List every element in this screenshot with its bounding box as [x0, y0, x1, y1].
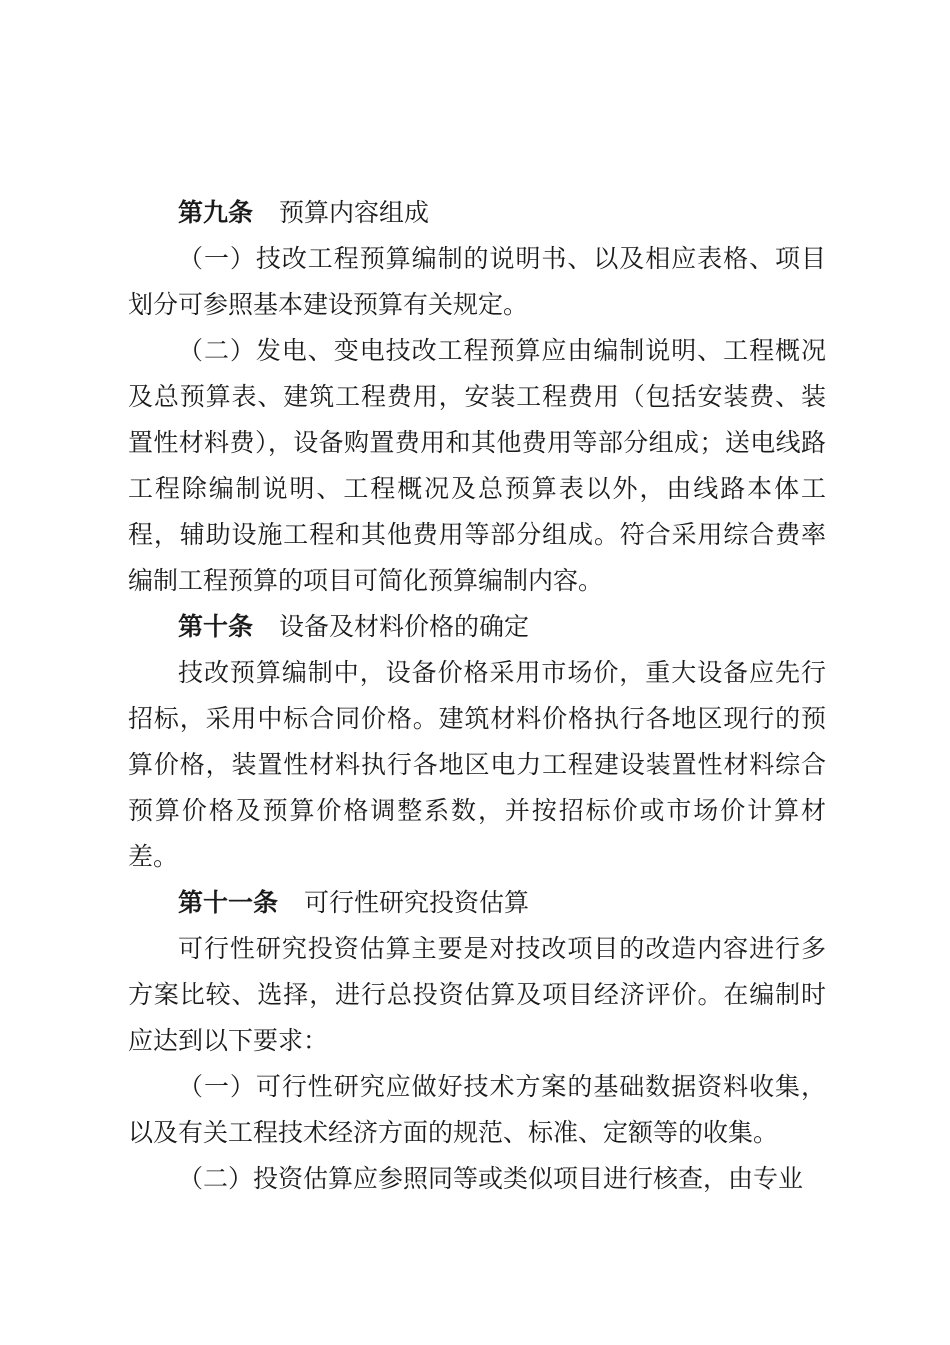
article-9-paragraph-1: （一）技改工程预算编制的说明书、以及相应表格、项目划分可参照基本建设预算有关规定。 — [128, 244, 826, 319]
article-9-title: 预算内容组成 — [279, 198, 430, 227]
article-10-label: 第十条 — [178, 612, 254, 641]
article-11-item-2: （二）投资估算应参照同等或类似项目进行核查，由专业 — [178, 1164, 804, 1193]
article-11-item-1: （一）可行性研究应做好技术方案的基础数据资料收集，以及有关工程技术经济方面的规范、标准、定额等的收集。 — [128, 1072, 826, 1147]
article-9-heading — [128, 190, 826, 236]
article-11-title: 可行性研究投资估算 — [304, 888, 530, 917]
article-11-heading — [128, 880, 826, 926]
document-page — [128, 190, 826, 1202]
article-9-paragraph-2: （二）发电、变电技改工程预算应由编制说明、工程概况及总预算表、建筑工程费用，安装工程费用（包括安装费、装置性材料费），设备购置费用和其他费用等部分组成；送电线路工程除编制说明、工程概况及总预算表以外，由线路本体工程，辅助设施工程和其他费用等部分组成。符合采用综合费率编制工程预算的项目可简化预算编制内容。 — [128, 336, 826, 595]
article-10-title: 设备及材料价格的确定 — [279, 612, 530, 641]
article-11-label: 第十一条 — [178, 888, 279, 917]
article-11-intro-paragraph: 可行性研究投资估算主要是对技改项目的改造内容进行多方案比较、选择，进行总投资估算及项目经济评价。在编制时应达到以下要求： — [128, 934, 826, 1055]
article-10-paragraph: 技改预算编制中，设备价格采用市场价，重大设备应先行招标，采用中标合同价格。建筑材料价格执行各地区现行的预算价格，装置性材料执行各地区电力工程建设装置性材料综合预算价格及预算价格调整系数，并按招标价或市场价计算材差。 — [128, 658, 826, 871]
article-9-label: 第九条 — [178, 198, 254, 227]
article-10-heading — [128, 604, 826, 650]
